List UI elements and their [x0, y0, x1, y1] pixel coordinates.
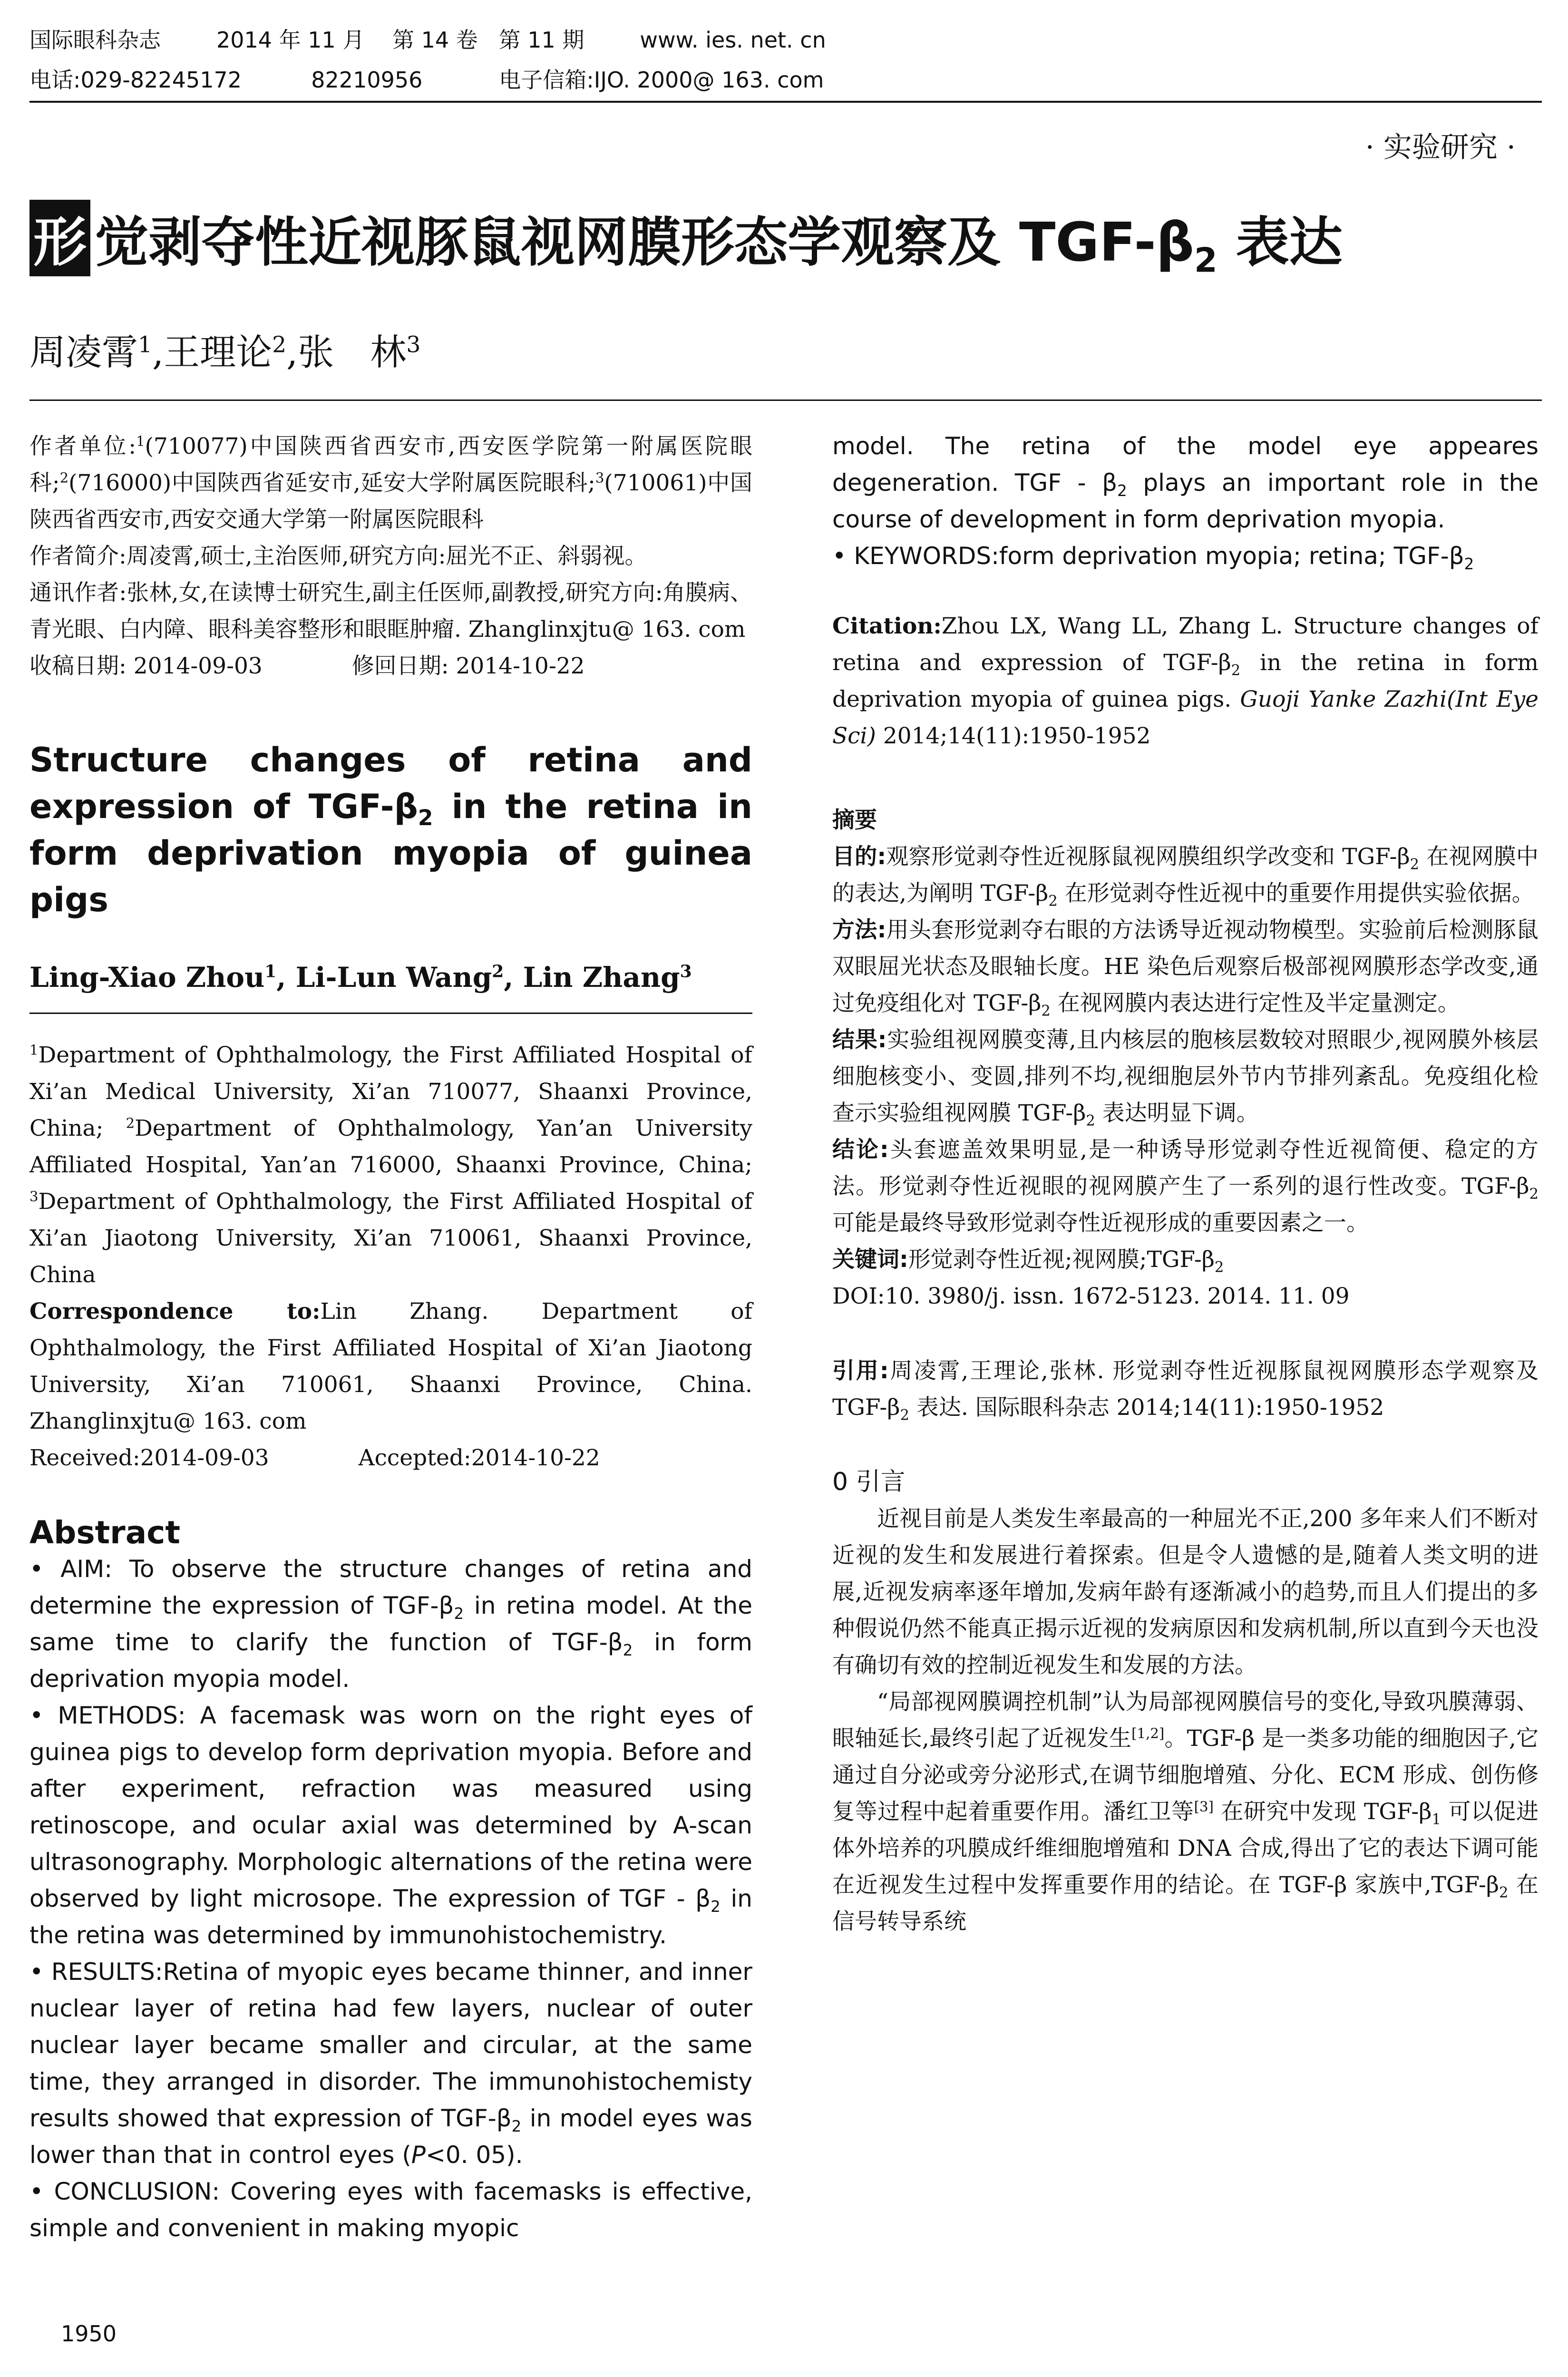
- intro-paragraph-1: 近视目前是人类发生率最高的一种屈光不正,200 多年来人们不断对近视的发生和发展进行着探索。但是令人遗憾的是,随着人类文明的进展,近视发病率逐年增加,发病年龄有逐渐减小的趋势,而且人们提出的多种假说仍然不能真正揭示近视的发病原因和发病机制,所以直到今天也没有确切有效的控制近视发生和发展的方法。: [832, 1506, 1539, 1678]
- authors-rule: [29, 399, 1542, 401]
- authors-cn: 周凌霄$^1$,王理论$^2$,张 林$^3$: [29, 331, 421, 373]
- received-accepted-en: Received:2014-09-03 Accepted:2014-10-22: [29, 1445, 600, 1471]
- abstract-methods: • METHODS: A facemask was worn on the right eyes of guinea pigs to develop form deprivation myopia. Before and after experiment, refraction was measured using retinoscope, and ocular axial was determined by A-scan ultrasonography. Morphologic alternations of the retina were observed by light microsope. The expression of TGF - $\beta_2$ in the retina was determined by immunohistochemistry.: [29, 1702, 752, 1949]
- abstract-cn-methods: 方法:用头套形觉剥夺右眼的方法诱导近视动物模型。实验前后检测豚鼠双眼屈光状态及眼轴长度。HE 染色后观察后极部视网膜形态学改变,通过免疫组化对 TGF-$\beta_2$ 在视网膜内表达进行定性及半定量测定。: [832, 917, 1539, 1020]
- page-number: 1950: [61, 2321, 117, 2347]
- abstract-keywords: • KEYWORDS:form deprivation myopia; retina; TGF-$\beta_2$: [832, 542, 1474, 573]
- journal-header-line-1: 国际眼科杂志 2014 年 11 月 第 14 卷 第 11 期 www. ies. net. cn: [29, 27, 826, 53]
- header-rule: [29, 101, 1542, 103]
- abstract-conclusion: • CONCLUSION: Covering eyes with facemasks is effective, simple and convenient in making myopic: [29, 2178, 752, 2242]
- left-column: [29, 428, 752, 2247]
- affiliation-en: $^1$Department of Ophthalmology, the First Affiliated Hospital of Xi’an Medical University, Xi’an 710077, Shaanxi Province, China; $^2$Department of Ophthalmology, Yan’an University Affiliated Hospital, Yan’an 716000, Shaanxi Province, China; $^3$Department of Ophthalmology, the First Affiliated Hospital of Xi’an Jiaotong University, Xi’an 710061, Shaanxi Province, China: [29, 1042, 752, 1288]
- doi: DOI:10. 3980/j. issn. 1672-5123. 2014. 11. 09: [832, 1283, 1350, 1309]
- author-intro-cn: 作者简介:周凌霄,硕士,主治医师,研究方向:屈光不正、斜弱视。: [29, 543, 647, 569]
- right-column: [832, 428, 1539, 1940]
- english-authors-rule: [29, 994, 752, 1014]
- affiliation-cn: 作者单位:$^1$(710077)中国陕西省西安市,西安医学院第一附属医院眼科;$^2$(716000)中国陕西省延安市,延安大学附属医院眼科;$^3$(710061)中国陕西省西安市,西安交通大学第一附属医院眼科: [29, 433, 753, 533]
- intro-heading: 0 引言: [832, 1468, 906, 1496]
- section-tag: · 实验研究 ·: [1365, 131, 1516, 164]
- citation-en: Citation:Zhou LX, Wang LL, Zhang L. Structure changes of retina and expression of TGF-$\beta_2$ in the retina in form deprivation myopia of guinea pigs. Guoji Yanke Zazhi(Int Eye Sci) 2014;14(11):1950-1952: [832, 613, 1539, 749]
- article-title: 形 觉剥夺性近视豚鼠视网膜形态学观察及 TGF-$\beta_2$ 表达: [29, 200, 1343, 276]
- abstract-cn-heading: 摘要: [832, 807, 877, 833]
- title-initial-mark: 形: [29, 200, 90, 276]
- intro-paragraph-2: “局部视网膜调控机制”认为局部视网膜信号的变化,导致巩膜薄弱、眼轴延长,最终引起了近视发生[1,2]。TGF-β 是一类多功能的细胞因子,它通过自分泌或旁分泌形式,在调节细胞增殖、分化、ECM 形成、创伤修复等过程中起着重要作用。潘红卫等[3] 在研究中发现 TGF-$\beta_1$ 可以促进体外培养的巩膜成纤维细胞增殖和 DNA 合成,得出了它的表达下调可能在近视发生过程中发挥重要作用的结论。在 TGF-β 家族中$,TGF-\beta_2$ 在信号转导系统: [832, 1689, 1539, 1935]
- english-authors: Ling-Xiao Zhou$^1$, Li-Lun Wang$^2$, Lin Zhang$^3$: [29, 961, 692, 994]
- abstract-cn-objective: 目的:观察形觉剥夺性近视豚鼠视网膜组织学改变和 TGF-$\beta_2$ 在视网膜中的表达,为阐明 TGF-$\beta_2$ 在形觉剥夺性近视中的重要作用提供实验依据。: [832, 844, 1539, 910]
- dates-cn: 收稿日期: 2014-09-03 修回日期: 2014-10-22: [29, 653, 585, 679]
- abstract-results: • RESULTS:Retina of myopic eyes became thinner, and inner nuclear layer of retina had few layers, nuclear of outer nuclear layer became smaller and circular, at the same time, they arranged in disorder. The immunohistochemisty results showed that expression of TGF-$\beta_2$ in model eyes was lower than that in control eyes (P<0. 05).: [29, 1958, 752, 2169]
- abstract-aim: • AIM: To observe the structure changes of retina and determine the expression of TGF-$\beta_2$ in retina model. At the same time to clarify the function of TGF-$\beta_2$ in form deprivation myopia model.: [29, 1555, 752, 1693]
- correspondence-cn: 通讯作者:张林,女,在读博士研究生,副主任医师,副教授,研究方向:角膜病、青光眼、白内障、眼科美容整形和眼眶肿瘤. Zhanglinxjtu@ 163. com: [29, 580, 752, 643]
- citation-cn: 引用:周凌霄,王理论,张林. 形觉剥夺性近视豚鼠视网膜形态学观察及 TGF-$\beta_2$ 表达. 国际眼科杂志 2014;14(11):1950-1952: [832, 1358, 1539, 1424]
- english-title: Structure changes of retina and expression of TGF-$\beta_2$ in the retina in form deprivation myopia of guinea pigs: [29, 740, 752, 919]
- correspondence-en: Correspondence to:Lin Zhang. Department of Ophthalmology, the First Affiliated Hospital of Xi’an Jiaotong University, Xi’an 710061, Shaanxi Province, China. Zhanglinxjtu@ 163. com: [29, 1298, 752, 1434]
- journal-header-line-2: 电话:029-82245172 82210956 电子信箱:IJO. 2000@ 163. com: [29, 67, 824, 93]
- abstract-cn-conclusion: 结论:头套遮盖效果明显,是一种诱导形觉剥夺性近视简便、稳定的方法。形觉剥夺性近视眼的视网膜产生了一系列的退行性改变。TGF-$\beta_2$ 可能是最终导致形觉剥夺性近视形成的重要因素之一。: [832, 1137, 1539, 1236]
- abstract-heading: Abstract: [29, 1514, 180, 1551]
- abstract-conclusion-cont: model. The retina of the model eye appeares degeneration. TGF - $\beta_2$ plays an important role in the course of development in form deprivation myopia.: [832, 432, 1539, 533]
- abstract-cn-results: 结果:实验组视网膜变薄,且内核层的胞核层数较对照眼少,视网膜外核层细胞核变小、变圆,排列不均,视细胞层外节内节排列紊乱。免疫组化检查示实验组视网膜 TGF-$\beta_2$ 表达明显下调。: [832, 1027, 1539, 1130]
- abstract-cn-keywords: 关键词:形觉剥夺性近视;视网膜$;TGF-\beta_2$: [832, 1247, 1224, 1276]
